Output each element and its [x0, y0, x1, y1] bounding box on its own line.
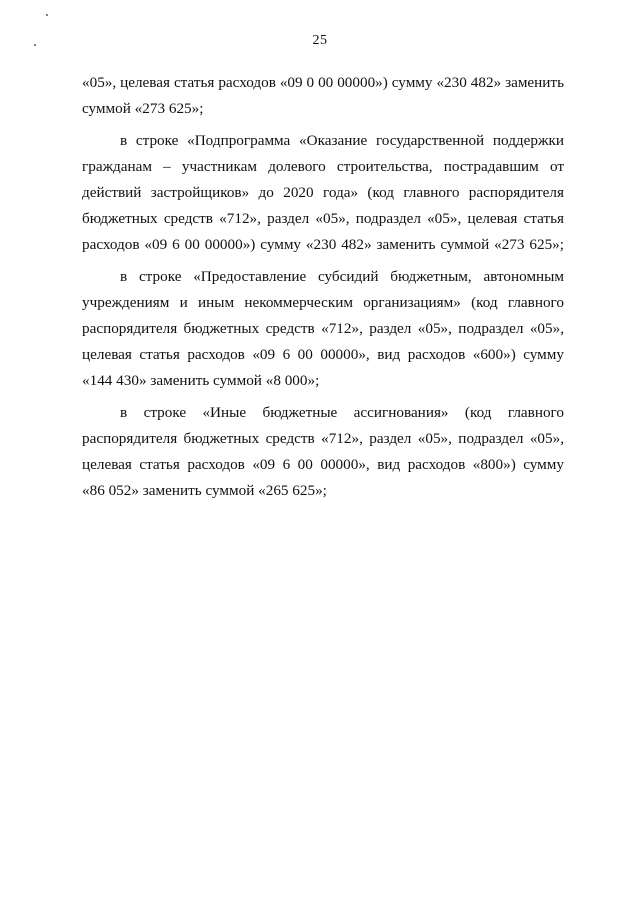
text-line: целевая статья расходов «09 6 00 00000», вид расходов «800») сумму: [82, 456, 564, 473]
text-line: целевая статья расходов «09 6 00 00000», вид расходов «600») сумму: [82, 346, 564, 363]
text-line: распорядителя бюджетных средств «712», раздел «05», подраздел «05»,: [82, 320, 564, 337]
text-line: «144 430» заменить суммой «8 000»;: [82, 372, 320, 389]
text-line: «86 052» заменить суммой «265 625»;: [82, 482, 327, 499]
paragraph-4: [82, 400, 564, 504]
text-line: гражданам – участникам долевого строительства, пострадавшим от: [82, 158, 564, 175]
paragraph-1: [82, 70, 564, 122]
text-line: в строке «Иные бюджетные ассигнования» (код главного: [120, 404, 564, 421]
text-line: распорядителя бюджетных средств «712», раздел «05», подраздел «05»,: [82, 430, 564, 447]
page-number: 25: [312, 33, 328, 48]
text-line: в строке «Предоставление субсидий бюджетным, автономным: [120, 268, 564, 285]
text-line: «05», целевая статья расходов «09 0 00 00000») сумму «230 482» заменить: [82, 74, 564, 91]
text-line: расходов «09 6 00 00000») сумму «230 482» заменить суммой «273 625»;: [82, 236, 564, 253]
text-line: действий застройщиков» до 2020 года» (код главного распорядителя: [82, 184, 564, 201]
document-body: [82, 70, 564, 504]
text-line: учреждениям и иным некоммерческим организациям» (код главного: [82, 294, 564, 311]
text-line: суммой «273 625»;: [82, 100, 204, 117]
scan-speck: [46, 14, 48, 16]
text-line: в строке «Подпрограмма «Оказание государственной поддержки: [120, 132, 564, 149]
text-line: бюджетных средств «712», раздел «05», подраздел «05», целевая статья: [82, 210, 564, 227]
paragraph-3: [82, 264, 564, 394]
paragraph-2: [82, 128, 564, 258]
